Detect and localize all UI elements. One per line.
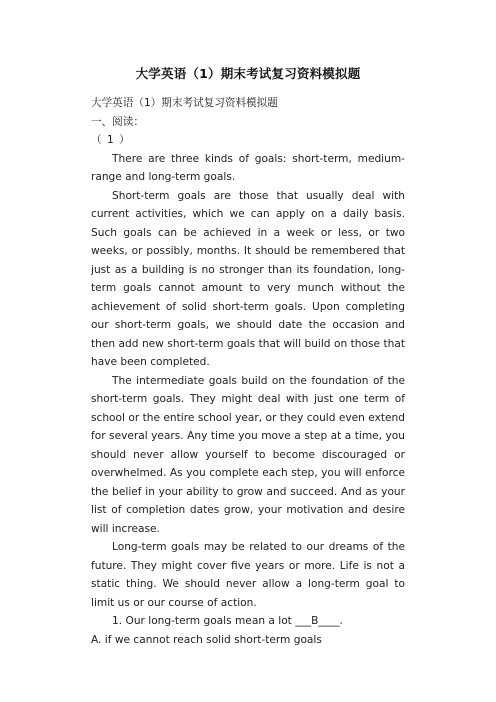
document-title: 大学英语（1）期末考试复习资料模拟题 [135,66,361,81]
paragraph: Long-term goals may be related to our dreams of the future. They might cover five years or more. Life is not a static thing. We should never allow a long-term goal to limit us or our course of action. [91,541,405,609]
paragraph: The intermediate goals build on the foundation of the short-term goals. They might deal with just one term of school or the entire school year, or they could even extend for several years. Any time you move a step at a time, you should never allow yourself to become discouraged or overwhelmed. As you complete each step, you will enforce the belief in your ability to grow and succeed. And as your list of completion dates grow, your motivation and desire will increase. [91,374,405,535]
document-subtitle: 大学英语（1）期末考试复习资料模拟题 [91,97,278,109]
question-1: 1. Our long-term goals mean a lot ___B____. [112,615,343,627]
paragraph: Short-term goals are those that usually deal with current activities, which we can apply on a daily basis. Such goals can be achieved in a week or less, or two weeks, or possibly, months. It should be remembered that just as a building is no stronger than its foundation, long-term goals cannot amount to very munch without the achievement of solid short-term goals. Upon completing our short-term goals, we should date the occasion and then add new short-term goals that will build on those that have been completed. [91,189,405,368]
passage-number: （ 1 ） [91,134,131,146]
document-body [91,94,405,649]
section-heading: 一、阅读： [91,115,144,128]
question-1-option-a: A. if we cannot reach solid short-term goals [91,633,322,646]
paragraph: There are three kinds of goals: short-term, medium-range and long-term goals. [91,152,405,183]
